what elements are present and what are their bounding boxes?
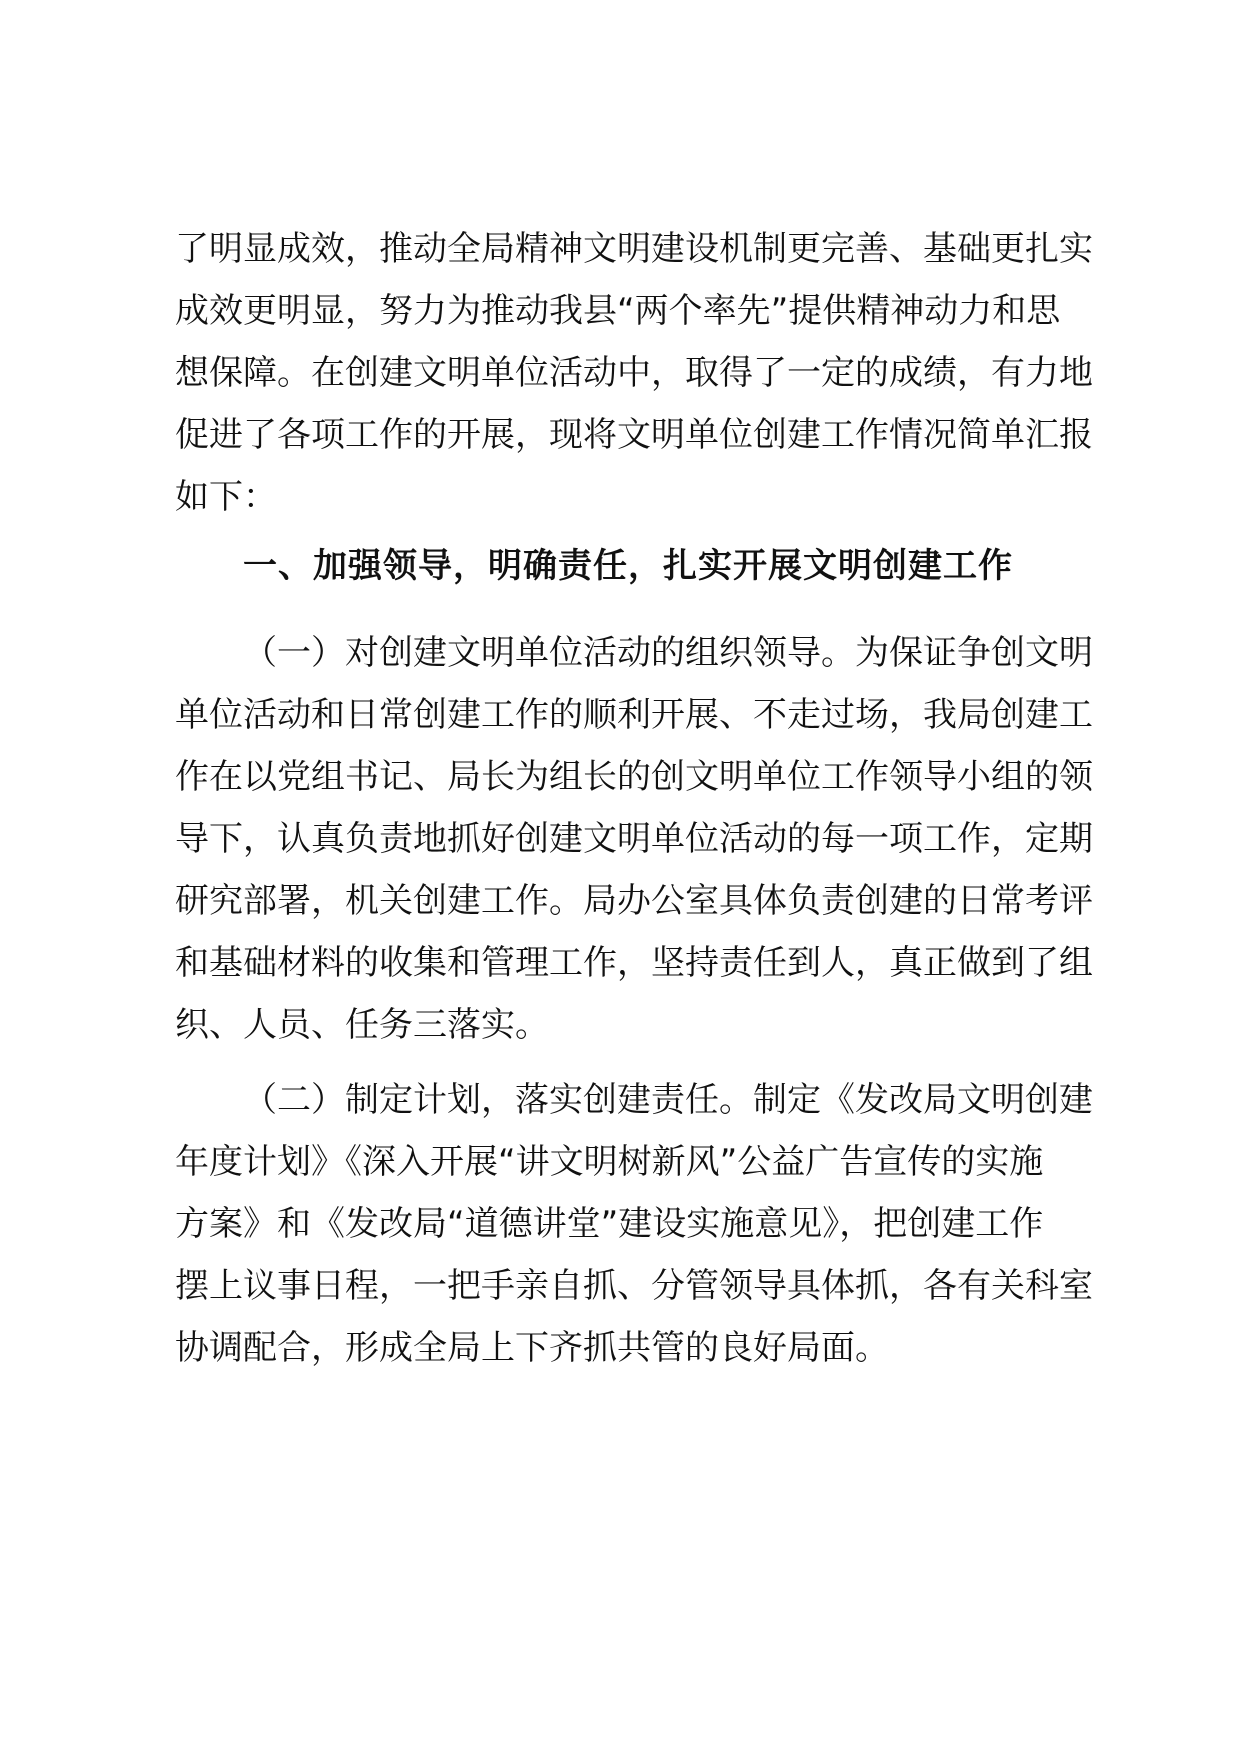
paragraph-1-line-5: 如下： <box>175 477 277 517</box>
paragraph-1-line-4: 促进了各项工作的开展，现将文明单位创建工作情况简单汇报 <box>175 415 1093 455</box>
paragraph-3-line-1: （二）制定计划，落实创建责任。制定《发改局文明创建 <box>243 1080 1093 1120</box>
paragraph-1-line-1: 了明显成效，推动全局精神文明建设机制更完善、基础更扎实 <box>175 229 1093 269</box>
paragraph-3-line-4: 摆上议事日程，一把手亲自抓、分管领导具体抓，各有关科室 <box>175 1266 1093 1306</box>
section-heading-1: 一、加强领导，明确责任，扎实开展文明创建工作 <box>243 546 1013 586</box>
paragraph-2-line-4: 导下，认真负责地抓好创建文明单位活动的每一项工作，定期 <box>175 819 1093 859</box>
paragraph-1-line-2: 成效更明显，努力为推动我县“两个率先”提供精神动力和思 <box>175 291 1061 331</box>
paragraph-3-line-2: 年度计划》《深入开展“讲文明树新风”公益广告宣传的实施 <box>175 1142 1044 1182</box>
paragraph-2-line-5: 研究部署，机关创建工作。局办公室具体负责创建的日常考评 <box>175 881 1093 921</box>
paragraph-1-line-3: 想保障。在创建文明单位活动中，取得了一定的成绩，有力地 <box>175 353 1093 393</box>
paragraph-3-line-3: 方案》和《发改局“道德讲堂”建设实施意见》，把创建工作 <box>175 1204 1044 1244</box>
paragraph-3-line-5: 协调配合，形成全局上下齐抓共管的良好局面。 <box>175 1328 889 1368</box>
paragraph-2-line-3: 作在以党组书记、局长为组长的创文明单位工作领导小组的领 <box>175 757 1093 797</box>
paragraph-2-line-1: （一）对创建文明单位活动的组织领导。为保证争创文明 <box>243 633 1093 673</box>
paragraph-2-line-6: 和基础材料的收集和管理工作，坚持责任到人，真正做到了组 <box>175 943 1093 983</box>
paragraph-2-line-2: 单位活动和日常创建工作的顺利开展、不走过场，我局创建工 <box>175 695 1093 735</box>
paragraph-2-line-7: 织、人员、任务三落实。 <box>175 1005 549 1045</box>
